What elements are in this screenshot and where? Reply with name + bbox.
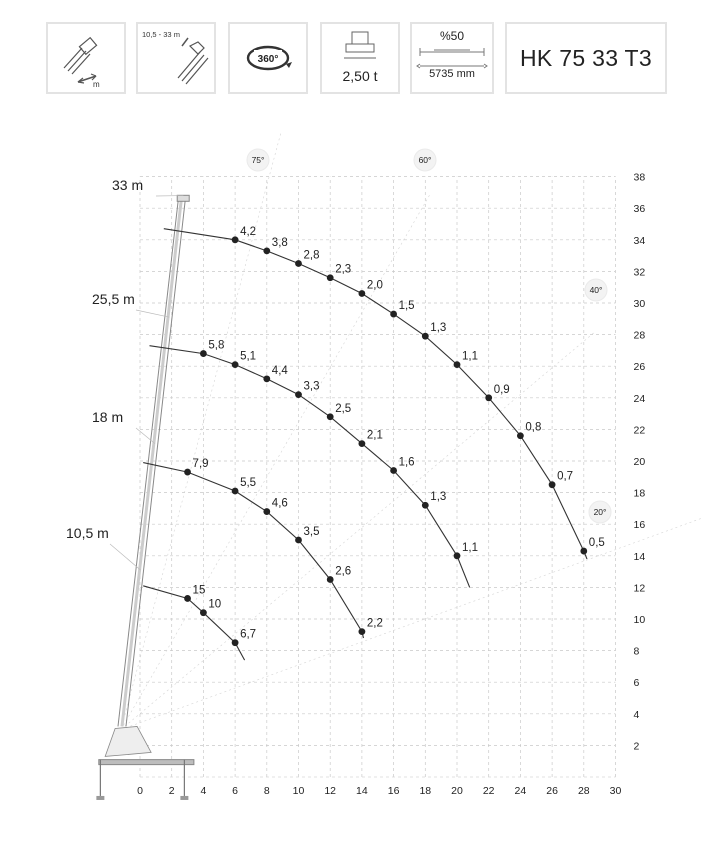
load-value-label: 2,8 [303, 249, 320, 262]
load-point [263, 247, 270, 254]
load-value-label: 3,8 [271, 236, 288, 249]
load-value-label: 2,5 [335, 402, 352, 415]
load-value-label: 2,1 [366, 429, 383, 442]
y-tick-label: 8 [633, 645, 640, 658]
y-tick-label: 10 [633, 614, 646, 626]
load-point [232, 639, 239, 646]
y-tick-label: 32 [633, 266, 646, 279]
y-tick-label: 2 [633, 740, 640, 753]
angle-ray [121, 331, 596, 730]
angle-ray [121, 518, 704, 730]
x-tick-label: 2 [168, 785, 175, 797]
angle-label: 40° [589, 285, 603, 295]
x-tick-label: 10 [292, 785, 305, 797]
load-point [485, 394, 492, 401]
x-tick-label: 26 [546, 785, 558, 797]
vehicle-turret [105, 726, 151, 756]
stabilizer-foot [96, 796, 104, 800]
angle-label: 20° [593, 507, 607, 517]
load-value-label: 4,4 [271, 364, 288, 377]
boom-length-label: 10,5 m [66, 525, 109, 541]
load-point [454, 361, 461, 368]
x-tick-label: 0 [137, 785, 143, 797]
load-point [295, 391, 302, 398]
y-tick-label: 16 [633, 519, 646, 532]
y-tick-label: 14 [633, 550, 646, 563]
load-point [359, 290, 366, 297]
load-value-label: 5,8 [208, 339, 225, 352]
boom-leader-line [110, 544, 141, 570]
load-value-label: 4,2 [240, 225, 257, 238]
load-point [422, 333, 429, 340]
angle-ray [121, 131, 281, 730]
load-curve [143, 586, 244, 660]
load-value-label: 1,3 [430, 491, 447, 504]
load-point [327, 413, 334, 420]
load-value-label: 15 [192, 584, 206, 597]
load-point [390, 467, 397, 474]
load-point [422, 502, 429, 509]
load-point [295, 537, 302, 544]
x-tick-label: 16 [387, 785, 400, 797]
vehicle-chassis [99, 760, 194, 765]
boom-edge-right [126, 200, 185, 726]
load-value-label: 7,9 [192, 458, 209, 471]
y-tick-label: 18 [633, 487, 646, 500]
load-value-label: 10 [208, 598, 222, 611]
load-point [359, 440, 366, 447]
load-point [454, 552, 461, 559]
boom-leader-line [136, 310, 169, 317]
load-point [359, 628, 366, 635]
load-point [327, 274, 334, 281]
boom-length-label: 25,5 m [92, 291, 135, 307]
y-tick-label: 6 [633, 677, 640, 690]
y-tick-label: 22 [633, 424, 646, 437]
load-point [232, 361, 239, 368]
boom-body [122, 200, 181, 726]
load-point [263, 508, 270, 515]
y-tick-label: 20 [633, 456, 646, 468]
boom-tip [177, 195, 189, 201]
load-point [517, 432, 524, 439]
boom-length-label: 18 m [92, 409, 124, 425]
load-value-label: 5,5 [240, 477, 257, 490]
load-value-label: 6,7 [240, 628, 257, 641]
rotation-label: 360° [257, 54, 279, 65]
y-tick-label: 34 [633, 234, 646, 247]
x-tick-label: 6 [232, 785, 239, 797]
telescopic-label: 10,5 - 33 m [142, 30, 180, 39]
stabilizer-percent: %50 [439, 29, 465, 43]
outreach-label: m [93, 80, 100, 89]
y-tick-label: 38 [633, 171, 646, 184]
load-point [390, 311, 397, 318]
load-value-label: 1,1 [462, 541, 478, 554]
y-tick-label: 12 [633, 582, 646, 595]
load-point [200, 350, 207, 357]
load-point [295, 260, 302, 267]
load-value-label: 0,5 [588, 537, 605, 550]
x-tick-label: 22 [482, 785, 495, 797]
load-curve [164, 229, 587, 559]
y-tick-label: 28 [633, 329, 646, 342]
load-value-label: 1,1 [462, 350, 478, 363]
x-tick-label: 28 [577, 785, 590, 797]
load-value-label: 2,3 [335, 263, 352, 276]
stabilizer-width: 5735 mm [429, 68, 475, 80]
y-tick-label: 4 [633, 708, 640, 721]
y-tick-label: 30 [633, 298, 646, 310]
load-point [263, 375, 270, 382]
x-tick-label: 12 [324, 785, 337, 797]
load-point [200, 609, 207, 616]
load-value-label: 1,6 [398, 456, 415, 469]
x-tick-label: 30 [609, 785, 622, 797]
stabilizer-foot [180, 796, 188, 800]
load-value-label: 2,2 [366, 617, 383, 630]
load-point [184, 469, 191, 476]
load-value-label: 4,6 [271, 497, 288, 510]
load-value-label: 0,7 [557, 470, 574, 483]
x-tick-label: 8 [263, 785, 270, 797]
load-point [327, 576, 334, 583]
load-value-label: 3,5 [303, 526, 320, 538]
boom-length-label: 33 m [112, 177, 144, 193]
y-tick-label: 26 [633, 361, 646, 374]
load-point [580, 548, 587, 555]
load-value-label: 0,9 [493, 383, 510, 396]
load-point [232, 488, 239, 495]
x-tick-label: 24 [514, 785, 527, 797]
load-value-label: 1,5 [398, 300, 415, 313]
angle-ray [121, 193, 431, 730]
load-value-label: 2,0 [366, 279, 383, 292]
x-tick-label: 4 [200, 785, 207, 797]
load-value-label: 3,3 [303, 380, 320, 393]
load-value-label: 2,6 [335, 565, 352, 578]
model-title: HK 75 33 T3 [519, 44, 652, 71]
load-value-label: 0,8 [525, 421, 542, 434]
load-point [232, 236, 239, 243]
load-point [549, 481, 556, 488]
angle-label: 60° [418, 155, 432, 165]
load-value-label: 1,3 [430, 322, 447, 335]
load-point [184, 595, 191, 602]
load-value-label: 5,1 [240, 350, 257, 363]
y-tick-label: 24 [633, 392, 646, 405]
x-tick-label: 20 [451, 785, 463, 797]
angle-label: 75° [251, 155, 265, 165]
x-tick-label: 14 [356, 785, 368, 797]
y-tick-label: 36 [633, 203, 646, 216]
x-tick-label: 18 [419, 785, 432, 797]
capacity-label: 2,50 t [342, 68, 378, 84]
